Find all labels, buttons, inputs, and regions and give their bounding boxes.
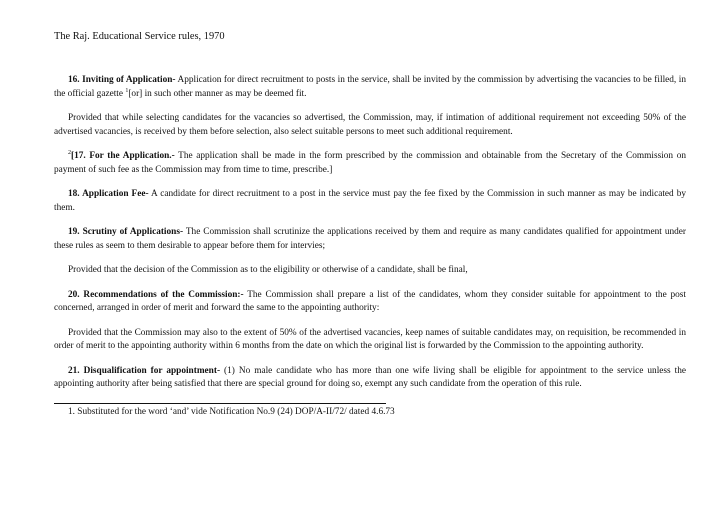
footnote-ref-2: 2 — [68, 149, 71, 156]
rule-18 — [54, 188, 686, 215]
rule-21-heading: 21. Disqualification for appointment- — [68, 365, 221, 376]
rule-18-heading: 18. Application Fee- — [68, 189, 149, 199]
rule-16-text-b: [or] in such other manner as may be deemed fit. — [128, 88, 307, 99]
footnote-divider — [54, 403, 386, 404]
rule-16-proviso: Provided that while selecting candidates for the vacancies so advertised, the Commission, may, if intimation of additional requirement not exceeding 50% of the advertised vacancies, is received by them before selection, also select suitable persons to meet such additional requirement. — [54, 113, 686, 137]
rule-17-text: The application shall be made in the form prescribed by the commission and obtainable from the Secretary of the Commission on payment of such fee as the Commission may from time to time, prescribe.] — [54, 151, 686, 175]
rule-16-text-a: Application for direct recruitment to posts in the service, shall be invited by the commission by advertising the vacancies to be filled, in the official gazette — [54, 75, 686, 99]
rule-19-proviso: Provided that the decision of the Commission as to the eligibility or otherwise of a candidate, shall be final, — [68, 265, 468, 275]
rule-17-heading: [17. For the Application.- — [71, 151, 175, 161]
document-page — [54, 30, 686, 419]
rule-16-heading: 16. Inviting of Application- — [68, 75, 176, 85]
rule-19 — [54, 226, 686, 253]
rule-17 — [54, 150, 686, 177]
footnote: 1. Substituted for the word ‘and’ vide Notification No.9 (24) DOP/A-II/72/ dated 4.6.73 — [68, 406, 395, 417]
rule-18-text: A candidate for direct recruitment to a post in the service must pay the fee fixed by the Commission in such manner as may be indicated by them. — [54, 189, 686, 213]
rule-20 — [54, 289, 686, 316]
rule-19-text: The Commission shall scrutinize the applications received by them and require as many candidates qualified for appointment under these rules as seem to them desirable to appear before them for intervies; — [54, 227, 687, 251]
rule-19-heading: 19. Scrutiny of Applications- — [68, 227, 184, 237]
rule-21-text: (1) No male candidate who has more than one wife living shall be eligible for appointment to the service unless the appointing authority after being satisfied that there are special ground for doing so, exempt any such candidate from the operation of this rule. — [54, 365, 686, 389]
page-header: The Raj. Educational Service rules, 1970 — [54, 31, 225, 42]
rule-20-text: The Commission shall prepare a list of the candidates, whom they consider suitable for appointment to the post concerned, arranged in order of merit and forward the same to the appointing authority: — [54, 289, 686, 313]
rule-20-heading: 20. Recommendations of the Commission:- — [68, 289, 244, 300]
rule-16 — [54, 74, 686, 101]
rule-21 — [54, 365, 686, 392]
rule-20-proviso: Provided that the Commission may also to the extent of 50% of the advertised vacancies, keep names of suitable candidates may, on requisition, be recommended in order of merit to the appointing authority within 6 months from the date on which the original list is forwarded by the Commission to the appointing authority. — [54, 327, 686, 351]
footnote-ref-1: 1 — [125, 87, 129, 94]
